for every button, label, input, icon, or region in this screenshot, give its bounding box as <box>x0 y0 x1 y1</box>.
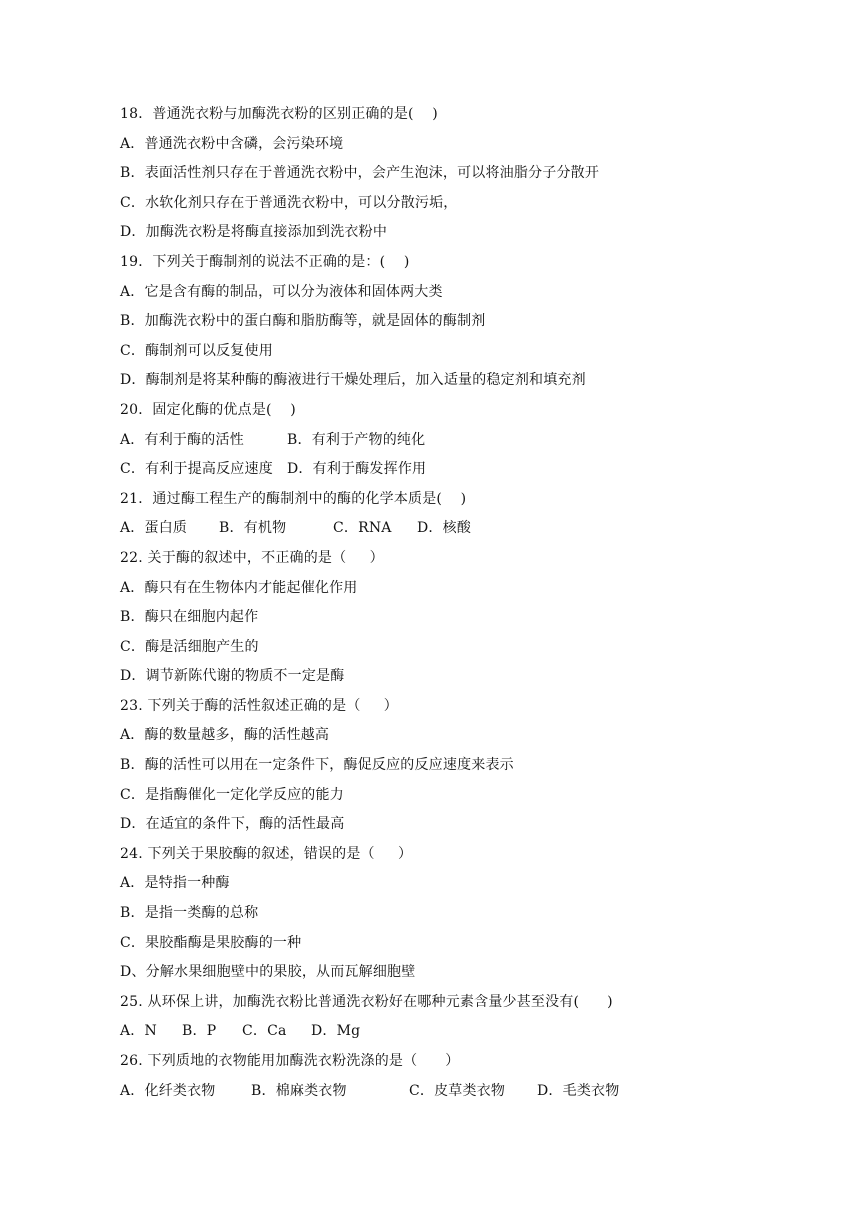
option-19-d: D．酶制剂是将某种酶的酶液进行干燥处理后，加入适量的稳定剂和填充剂 <box>120 372 586 389</box>
question-stem-21: 21．通过酶工程生产的酶制剂中的酶的化学本质是( ) <box>120 490 467 507</box>
option-23-d: D．在适宜的条件下，酶的活性最高 <box>120 816 345 833</box>
option-21-b: B．有机物 <box>219 520 287 537</box>
option-24-c: C．果胶酯酶是果胶酶的一种 <box>120 934 302 951</box>
option-row-20-1 <box>120 426 760 456</box>
option-21-a: A．蛋白质 <box>120 520 188 537</box>
option-26-a: A．化纤类衣物 <box>120 1082 216 1099</box>
option-19-a: A．它是含有酶的制品，可以分为液体和固体两大类 <box>120 283 443 300</box>
option-22-d: D．调节新陈代谢的物质不一定是酶 <box>120 668 345 685</box>
option-24-b: B．是指一类酶的总称 <box>120 905 259 922</box>
option-row-26 <box>120 1077 760 1107</box>
question-stem-25: 25. 从环保上讲，加酶洗衣粉比普通洗衣粉好在哪种元素含量少甚至没有( ) <box>120 993 613 1010</box>
option-20-a: A．有利于酶的活性 <box>120 431 244 448</box>
question-stem-19: 19．下列关于酶制剂的说法不正确的是：( ) <box>120 253 410 270</box>
option-row-20-2 <box>120 455 760 485</box>
option-22-b: B．酶只在细胞内起作 <box>120 609 259 626</box>
option-22-a: A．酶只有在生物体内才能起催化作用 <box>120 579 358 596</box>
question-stem-26: 26. 下列质地的衣物能用加酶洗衣粉洗涤的是（ ） <box>120 1053 460 1069</box>
option-24-d: D、分解水果细胞壁中的果胶，从而瓦解细胞壁 <box>120 964 416 981</box>
option-24-a: A．是特指一种酶 <box>120 875 230 892</box>
option-20-c: C．有利于提高反应速度 <box>120 461 273 478</box>
option-21-d: D．核酸 <box>417 520 472 537</box>
option-20-b: B．有利于产物的纯化 <box>287 431 426 448</box>
option-23-c: C．是指酶催化一定化学反应的能力 <box>120 786 344 803</box>
question-stem-18: 18．普通洗衣粉与加酶洗衣粉的区别正确的是( ) <box>120 106 438 122</box>
option-18-d: D．加酶洗衣粉是将酶直接添加到洗衣粉中 <box>120 224 388 241</box>
option-26-b: B．棉麻类衣物 <box>251 1082 347 1099</box>
option-row-21 <box>120 514 760 544</box>
question-stem-23: 23. 下列关于酶的活性叙述正确的是（ ） <box>120 697 398 714</box>
option-25-d: D．Mg <box>311 1023 361 1040</box>
option-26-d: D．毛类衣物 <box>537 1082 620 1099</box>
option-23-a: A．酶的数量越多，酶的活性越高 <box>120 727 330 744</box>
option-21-c: C．RNA <box>333 520 392 537</box>
option-26-c: C．皮草类衣物 <box>409 1082 506 1099</box>
option-18-a: A．普通洗衣粉中含磷，会污染环境 <box>120 135 344 152</box>
option-25-b: B．P <box>182 1023 217 1040</box>
option-22-c: C．酶是活细胞产生的 <box>120 638 259 655</box>
option-25-a: A．N <box>120 1023 157 1040</box>
option-23-b: B．酶的活性可以用在一定条件下，酶促反应的反应速度来表示 <box>120 757 514 774</box>
option-18-b: B．表面活性剂只存在于普通洗衣粉中，会产生泡沫，可以将油脂分子分散开 <box>120 165 600 182</box>
option-row-25 <box>120 1017 760 1047</box>
question-stem-22: 22. 关于酶的叙述中，不正确的是（ ） <box>120 549 384 566</box>
option-25-c: C．Ca <box>242 1023 287 1040</box>
question-stem-24: 24. 下列关于果胶酶的叙述，错误的是（ ） <box>120 845 413 862</box>
question-list <box>120 100 760 1106</box>
option-20-d: D．有利于酶发挥作用 <box>287 461 427 478</box>
option-19-b: B．加酶洗衣粉中的蛋白酶和脂肪酶等，就是固体的酶制剂 <box>120 313 486 330</box>
option-19-c: C．酶制剂可以反复使用 <box>120 342 273 359</box>
option-18-c: C．水软化剂只存在于普通洗衣粉中，可以分散污垢， <box>120 194 458 211</box>
question-stem-20: 20．固定化酶的优点是( ) <box>120 401 296 418</box>
